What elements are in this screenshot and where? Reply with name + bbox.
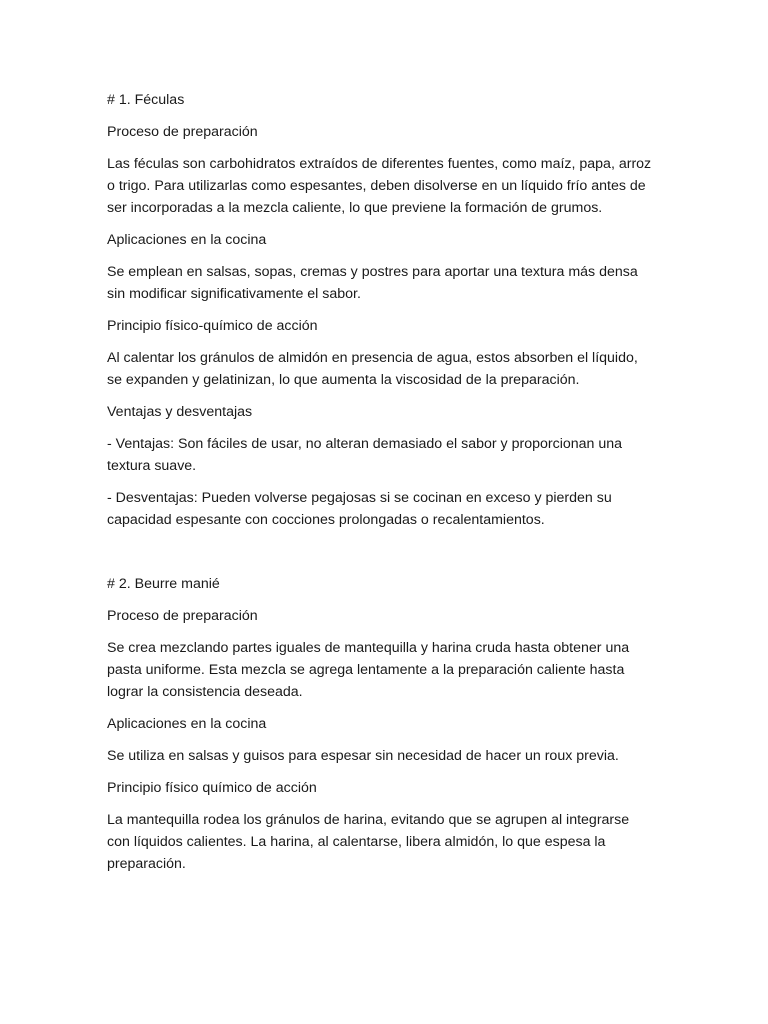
section-heading: # 1. Féculas xyxy=(107,92,185,108)
paragraph: Se utiliza en salsas y guisos para espesar sin necesidad de hacer un roux previa. xyxy=(107,748,619,764)
paragraph: - Ventajas: Son fáciles de usar, no alteran demasiado el sabor y proporcionan una textura suave. xyxy=(107,436,623,474)
subheading-proceso: Proceso de preparación xyxy=(107,124,258,140)
subheading-ventajas: Ventajas y desventajas xyxy=(107,404,253,420)
section-heading: # 2. Beurre manié xyxy=(107,576,220,592)
paragraph: La mantequilla rodea los gránulos de harina, evitando que se agrupen al integrarse con líquidos calientes. La harina, al calentarse, libera almidón, lo que espesa la preparación. xyxy=(107,812,630,872)
subheading-principio: Principio físico químico de acción xyxy=(107,780,317,796)
paragraph: Se emplean en salsas, sopas, cremas y postres para aportar una textura más densa sin modificar significativamente el sabor. xyxy=(107,264,638,302)
paragraph: Las féculas son carbohidratos extraídos de diferentes fuentes, como maíz, papa, arroz o trigo. Para utilizarlas como espesantes, deben disolverse en un líquido frío antes de ser incorporadas a la mezcla caliente, lo que previene la formación de grumos. xyxy=(107,156,652,216)
section-beurre-manie xyxy=(107,573,652,875)
document-page xyxy=(107,89,652,885)
section-spacer xyxy=(107,541,652,573)
subheading-proceso: Proceso de preparación xyxy=(107,608,258,624)
subheading-aplicaciones: Aplicaciones en la cocina xyxy=(107,716,267,732)
paragraph: Se crea mezclando partes iguales de mantequilla y harina cruda hasta obtener una pasta uniforme. Esta mezcla se agrega lentamente a la preparación caliente hasta lograr la consistencia deseada. xyxy=(107,640,630,700)
subheading-aplicaciones: Aplicaciones en la cocina xyxy=(107,232,267,248)
paragraph: - Desventajas: Pueden volverse pegajosas si se cocinan en exceso y pierden su capacidad espesante con cocciones prolongadas o recalentamientos. xyxy=(107,490,612,528)
subheading-principio: Principio físico-químico de acción xyxy=(107,318,318,334)
section-feculas xyxy=(107,89,652,531)
paragraph: Al calentar los gránulos de almidón en presencia de agua, estos absorben el líquido, se expanden y gelatinizan, lo que aumenta la viscosidad de la preparación. xyxy=(107,350,638,388)
